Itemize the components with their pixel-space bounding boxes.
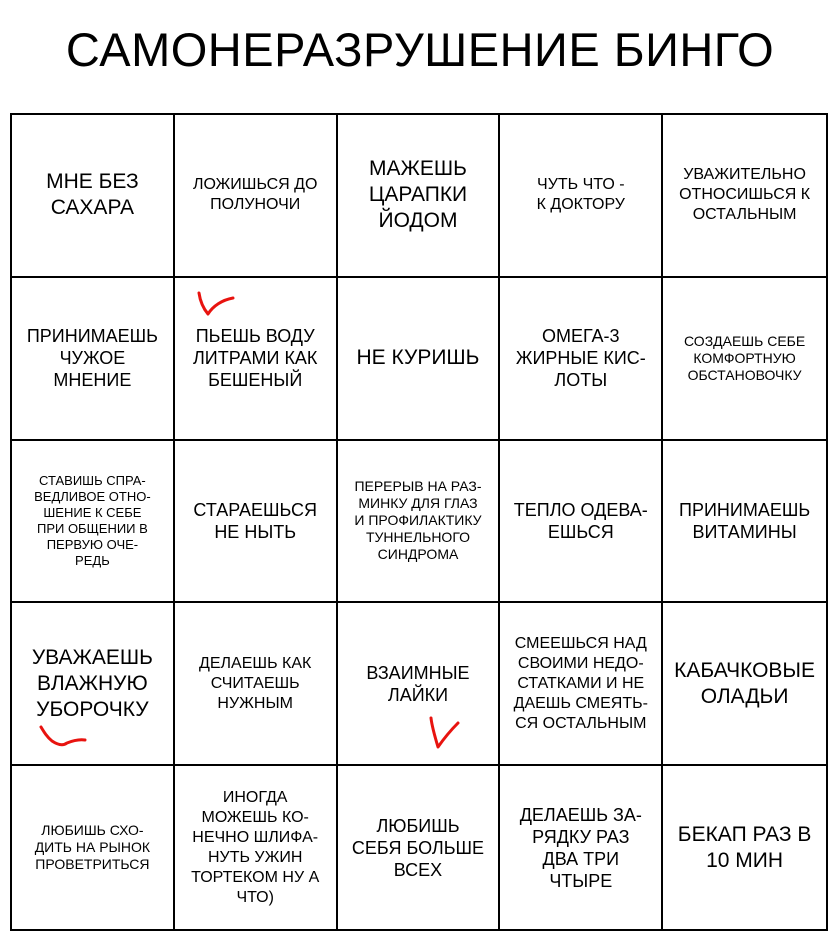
bingo-cell[interactable] [663,441,826,604]
cell-text: ДЕЛАЕШЬ ЗА- РЯДКУ РАЗ ДВА ТРИ ЧТЫРЕ [519,804,642,891]
cell-text: СТАВИШЬ СПРА- ВЕДЛИВОЕ ОТНО- ШЕНИЕ К СЕБЕ ПРИ ОБЩЕНИИ В ПЕРВУЮ ОЧЕ- РЕДЬ [34,472,151,568]
bingo-cell[interactable] [500,766,663,929]
cell-text: СМЕЕШЬСЯ НАД СВОИМИ НЕДО- СТАТКАМИ И НЕ ДАЕШЬ СМЕЯТЬ- СЯ ОСТАЛЬНЫМ [513,634,648,732]
cell-text: ИНОГДА МОЖЕШЬ КО- НЕЧНО ШЛИФА- НУТЬ УЖИН ТОРТЕКОМ НУ А ЧТО) [191,788,320,906]
cell-text: СОЗДАЕШЬ СЕБЕ КОМФОРТНУЮ ОБСТАНОВОЧКУ [684,332,806,383]
cell-text: ЛЮБИШЬ СХО- ДИТЬ НА РЫНОК ПРОВЕТРИТЬСЯ [34,822,151,873]
bingo-cell[interactable] [12,441,175,604]
checkmark-icon [38,721,90,751]
cell-text: НЕ КУРИШЬ [356,346,480,370]
cell-text: ПЕРЕРЫВ НА РАЗ- МИНКУ ДЛЯ ГЛАЗ И ПРОФИЛАКТИКУ ТУННЕЛЬНОГО СИНДРОМА [354,478,482,563]
cell-text: ТЕПЛО ОДЕВА- ЕШЬСЯ [513,499,648,542]
cell-text: СТАРАЕШЬСЯ НЕ НЫТЬ [193,499,317,542]
cell-text: ПРИНИМАЕШЬ ВИТАМИНЫ [679,499,811,542]
bingo-grid [10,113,828,931]
bingo-cell[interactable] [175,766,338,929]
cell-text: МАЖЕШЬ ЦАРАПКИ ЙОДОМ [368,157,468,233]
cell-text: ОМЕГА-3 ЖИРНЫЕ КИС- ЛОТЫ [515,326,646,391]
bingo-cell[interactable] [175,441,338,604]
cell-text: МНЕ БЕЗ САХАРА [46,170,139,220]
cell-text: КАБАЧКОВЫЕ ОЛАДЬИ [674,658,816,708]
bingo-cell[interactable] [175,603,338,766]
bingo-cell[interactable] [663,603,826,766]
cell-text: ВЗАИМНЫЕ ЛАЙКИ [366,662,470,705]
checkmark-icon [195,288,239,320]
bingo-cell[interactable] [12,278,175,441]
cell-text: УВАЖИТЕЛЬНО ОТНОСИШЬСЯ К ОСТАЛЬНЫМ [679,166,811,224]
bingo-cell[interactable] [12,115,175,278]
bingo-cell-marked[interactable] [175,278,338,441]
bingo-cell[interactable] [338,115,501,278]
cell-text: ЧУТЬ ЧТО - К ДОКТОРУ [536,176,625,214]
bingo-cell[interactable] [663,115,826,278]
checkmark-icon [425,713,465,753]
cell-text: ЛЮБИШЬ СЕБЯ БОЛЬШЕ ВСЕХ [351,815,485,880]
bingo-cell[interactable] [500,441,663,604]
cell-text: ПРИНИМАЕШЬ ЧУЖОЕ МНЕНИЕ [26,326,158,391]
bingo-cell[interactable] [338,766,501,929]
bingo-cell-marked[interactable] [12,603,175,766]
bingo-cell[interactable] [12,766,175,929]
page-title: САМОНЕРАЗРУШЕНИЕ БИНГО [65,23,775,76]
bingo-cell[interactable] [338,278,501,441]
cell-text: БЕКАП РАЗ В 10 МИН [677,822,812,872]
cell-text: ПЬЕШЬ ВОДУ ЛИТРАМИ КАК БЕШЕНЫЙ [192,326,318,391]
bingo-cell[interactable] [500,603,663,766]
bingo-cell-marked[interactable] [338,603,501,766]
bingo-cell[interactable] [500,115,663,278]
cell-text: УВАЖАЕШЬ ВЛАЖНУЮ УБОРОЧКУ [31,645,153,721]
bingo-cell[interactable] [338,441,501,604]
bingo-cell[interactable] [175,115,338,278]
bingo-cell[interactable] [663,278,826,441]
cell-text: ЛОЖИШЬСЯ ДО ПОЛУНОЧИ [192,176,318,214]
bingo-cell[interactable] [663,766,826,929]
cell-text: ДЕЛАЕШЬ КАК СЧИТАЕШЬ НУЖНЫМ [199,654,312,712]
bingo-cell[interactable] [500,278,663,441]
